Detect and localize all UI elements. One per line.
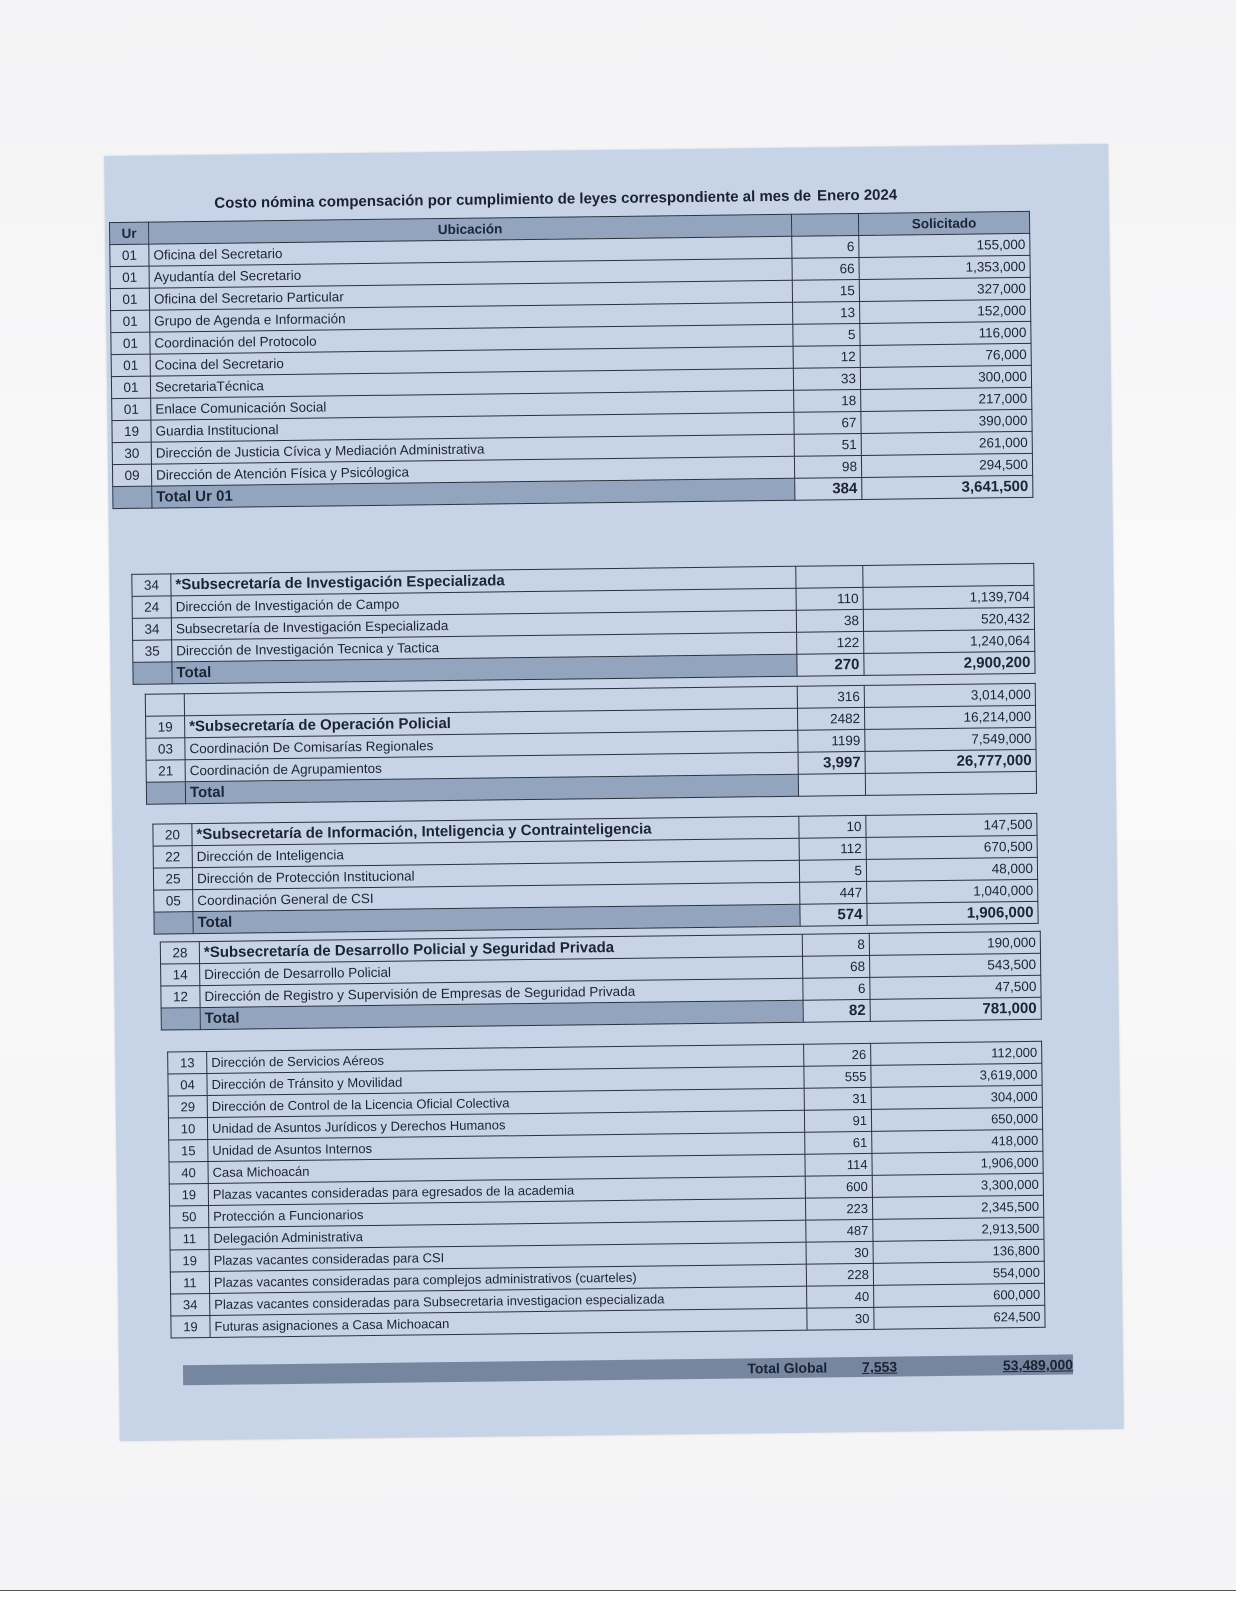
row-name: Casa Michoacán	[208, 1154, 805, 1183]
row-ur: 01	[110, 244, 149, 266]
row-qty: 67	[794, 411, 861, 434]
row-name: Coordinación del Protocolo	[150, 324, 793, 354]
row-amt: 554,000	[873, 1261, 1044, 1285]
row-ur: 01	[110, 288, 149, 310]
header-solicitado: Solicitado	[858, 211, 1029, 235]
section-ur: 28	[160, 942, 199, 964]
row-amt: 1,353,000	[859, 255, 1030, 279]
scan-edge-line	[0, 1590, 1236, 1591]
row-name: Dirección de Inteligencia	[192, 838, 799, 867]
row-amt: 152,000	[860, 299, 1031, 323]
header-ubicacion: Ubicación	[148, 214, 791, 244]
row-amt: 418,000	[872, 1129, 1043, 1153]
row-ur: 12	[161, 986, 200, 1008]
row-amt: 112,000	[871, 1041, 1042, 1065]
row-qty: 61	[805, 1131, 872, 1154]
row-qty: 6	[803, 977, 870, 1000]
total-label: Total	[185, 774, 798, 803]
section-qty: 2482	[797, 707, 864, 730]
table-section-4	[152, 813, 1038, 935]
row-amt: 624,500	[874, 1305, 1045, 1329]
table-row: 03 Coordinación De Comisarías Regionales 1199 7,549,000	[146, 727, 1036, 760]
row-name: Grupo de Agenda e Información	[150, 302, 793, 332]
row-ur: 19	[169, 1183, 208, 1205]
section-title: *Subsecretaría de Investigación Especializada	[171, 566, 796, 596]
section-4-rows	[153, 835, 1038, 912]
row-name: Plazas vacantes consideradas para CSI	[209, 1242, 806, 1271]
section-ur: 20	[153, 824, 192, 846]
row-amt: 1,139,704	[863, 585, 1034, 609]
row-ur: 01	[111, 310, 150, 332]
row-amt: 3,619,000	[871, 1063, 1042, 1087]
row-ur: 01	[110, 266, 149, 288]
row-qty: 31	[804, 1087, 871, 1110]
row-name: Dirección de Protección Institucional	[192, 860, 799, 889]
row-name: Guardia Institucional	[151, 412, 794, 442]
table-section-5	[160, 931, 1042, 1031]
row-ur: 01	[112, 398, 151, 420]
row-ur: 50	[170, 1205, 209, 1227]
row-amt: 136,800	[873, 1239, 1044, 1263]
total-amt: 781,000	[870, 997, 1041, 1021]
row-amt: 2,913,500	[873, 1217, 1044, 1241]
row-qty: 555	[804, 1065, 871, 1088]
row-amt: 3,300,000	[872, 1173, 1043, 1197]
row-qty: 122	[797, 631, 864, 654]
row-qty: 5	[793, 323, 860, 346]
total-qty: 82	[803, 999, 870, 1022]
row-qty: 18	[794, 389, 861, 412]
table-section-1	[109, 211, 1033, 509]
row-amt: 1,040,000	[867, 879, 1038, 903]
row-amt: 670,500	[866, 835, 1037, 859]
document-title	[173, 186, 933, 212]
row-name: Unidad de Asuntos Internos	[208, 1132, 805, 1161]
section-ur: 19	[146, 716, 185, 738]
row-amt: 304,000	[871, 1085, 1042, 1109]
row-amt: 520,432	[863, 607, 1034, 631]
row-name: Dirección de Investigación Tecnica y Tactica	[172, 632, 797, 662]
row-name: Dirección de Investigación de Campo	[171, 588, 796, 618]
row-ur: 40	[169, 1161, 208, 1183]
row-name: Plazas vacantes consideradas para Subsecretaria investigacion especializada	[210, 1286, 807, 1315]
row-ur: 09	[112, 464, 151, 486]
row-amt: 217,000	[861, 387, 1032, 411]
row-qty: 447	[800, 881, 867, 904]
row-ur	[145, 694, 184, 716]
row-name: Dirección de Control de la Licencia Oficial Colectiva	[207, 1088, 804, 1117]
row-ur: 15	[169, 1139, 208, 1161]
row-ur: 19	[171, 1315, 210, 1337]
row-name: Coordinación General de CSI	[193, 882, 800, 911]
total-amt: 2,900,200	[864, 651, 1035, 675]
row-ur: 34	[132, 618, 171, 640]
row-amt: 600,000	[874, 1283, 1045, 1307]
table-row: 21 Coordinación de Agrupamientos 3,997 26,777,000	[146, 749, 1036, 782]
global-total-amt: 53,489,000	[1002, 1356, 1074, 1374]
total-qty: 384	[795, 477, 862, 500]
row-name: Protección a Funcionarios	[209, 1198, 806, 1227]
row-qty: 40	[807, 1285, 874, 1308]
row-amt: 2,345,500	[872, 1195, 1043, 1219]
table-section-6	[167, 1041, 1045, 1339]
row-ur: 24	[132, 596, 171, 618]
row-qty: 228	[806, 1263, 873, 1286]
row-qty: 112	[799, 837, 866, 860]
row-qty: 33	[793, 367, 860, 390]
row-ur: 01	[111, 332, 150, 354]
row-ur: 30	[112, 442, 151, 464]
total-amt: 3,641,500	[862, 475, 1033, 499]
row-qty: 26	[804, 1043, 871, 1066]
row-qty: 51	[794, 433, 861, 456]
row-qty: 600	[805, 1175, 872, 1198]
section-2-rows	[132, 585, 1035, 662]
section-6-rows	[168, 1041, 1045, 1338]
row-qty: 12	[793, 345, 860, 368]
global-total	[717, 1354, 1073, 1378]
row-ur: 35	[133, 640, 172, 662]
row-qty: 98	[794, 455, 861, 478]
row-qty: 487	[806, 1219, 873, 1242]
row-qty: 30	[807, 1307, 874, 1330]
global-total-bar	[183, 1354, 1073, 1385]
row-ur: 29	[168, 1095, 207, 1117]
row-name: Futuras asignaciones a Casa Michoacan	[210, 1308, 807, 1337]
row-ur: 13	[168, 1051, 207, 1073]
row-ur: 04	[168, 1073, 207, 1095]
section-title: *Subsecretaría de Información, Inteligencia y Contrainteligencia	[192, 816, 799, 845]
row-name: Plazas vacantes consideradas para egresados de la academia	[208, 1176, 805, 1205]
row-qty: 38	[796, 609, 863, 632]
title-period: Enero 2024	[816, 186, 898, 205]
row-name: SecretariaTécnica	[150, 368, 793, 398]
row-amt: 116,000	[860, 321, 1031, 345]
row-qty: 66	[792, 257, 859, 280]
row-name: Dirección de Justicia Cívica y Mediación Administrativa	[151, 434, 794, 464]
total-label: Total Ur 01	[152, 478, 795, 508]
section-amt: 16,214,000	[864, 705, 1035, 729]
row-amt: 48,000	[866, 857, 1037, 881]
row-ur: 11	[170, 1271, 209, 1293]
global-total-qty: 7,553	[862, 1358, 898, 1376]
row-amt: 1,906,000	[872, 1151, 1043, 1175]
row-name: Dirección de Atención Física y Psicólogica	[151, 456, 794, 486]
section-amt: 147,500	[866, 813, 1037, 837]
row-ur: 19	[170, 1249, 209, 1271]
section-qty: 8	[802, 933, 869, 956]
row-amt: 47,500	[870, 975, 1041, 999]
row-amt: 327,000	[859, 277, 1030, 301]
row-qty: 5	[799, 859, 866, 882]
row-qty: 30	[806, 1241, 873, 1264]
row-ur: 11	[170, 1227, 209, 1249]
row-qty: 316	[797, 685, 864, 708]
row-name: Enlace Comunicación Social	[151, 390, 794, 420]
row-amt: 76,000	[860, 343, 1031, 367]
row-qty: 13	[793, 301, 860, 324]
row-name: Oficina del Secretario	[149, 236, 792, 266]
row-name: Plazas vacantes consideradas para complejos administrativos (cuarteles)	[209, 1264, 806, 1293]
document-sheet	[104, 144, 1124, 1441]
row-name: Dirección de Registro y Supervisión de Empresas de Seguridad Privada	[200, 978, 803, 1007]
row-ur: 22	[153, 846, 192, 868]
row-qty: 223	[805, 1197, 872, 1220]
section-amt: 190,000	[869, 931, 1040, 955]
row-qty: 114	[805, 1153, 872, 1176]
row-name: Subsecretaría de Investigación Especializada	[171, 610, 796, 640]
section-title: *Subsecretaría de Desarrollo Policial y Seguridad Privada	[199, 934, 802, 963]
row-ur: 01	[111, 376, 150, 398]
section-ur: 34	[132, 574, 171, 596]
row-qty: 6	[792, 235, 859, 258]
total-label: Total	[172, 654, 797, 684]
global-total-label: Total Global	[747, 1359, 828, 1377]
row-ur: 05	[154, 890, 193, 912]
row-amt: 294,500	[861, 453, 1032, 477]
table-section-2	[131, 563, 1035, 685]
section-qty: 10	[799, 815, 866, 838]
row-amt: 300,000	[860, 365, 1031, 389]
row-name: Oficina del Secretario Particular	[149, 280, 792, 310]
row-qty: 91	[804, 1109, 871, 1132]
row-qty: 68	[803, 955, 870, 978]
header-ur: Ur	[110, 222, 149, 244]
section-1-rows	[110, 233, 1033, 486]
row-ur: 14	[161, 964, 200, 986]
row-name: Ayudantía del Secretario	[149, 258, 792, 288]
row-name: Cocina del Secretario	[150, 346, 793, 376]
total-label: Total	[193, 904, 800, 933]
row-ur: 19	[112, 420, 151, 442]
header-qty-blank	[791, 213, 858, 236]
total-label: Total	[200, 1000, 803, 1029]
table-section-3	[145, 683, 1037, 805]
total-amt: 1,906,000	[867, 901, 1038, 925]
row-amt: 261,000	[861, 431, 1032, 455]
row-amt: 3,014,000	[864, 683, 1035, 707]
row-name: Delegación Administrativa	[209, 1220, 806, 1249]
row-name: Unidad de Asuntos Jurídicos y Derechos Humanos	[207, 1110, 804, 1139]
row-ur: 34	[171, 1293, 210, 1315]
section-title: *Subsecretaría de Operación Policial	[185, 708, 798, 737]
row-amt: 650,000	[871, 1107, 1042, 1131]
row-name: Dirección de Servicios Aéreos	[207, 1044, 804, 1073]
row-name: Dirección de Tránsito y Movilidad	[207, 1066, 804, 1095]
row-amt: 155,000	[859, 233, 1030, 257]
row-ur: 10	[168, 1117, 207, 1139]
row-name: Dirección de Desarrollo Policial	[200, 956, 803, 985]
total-qty: 574	[800, 903, 867, 926]
row-amt: 543,500	[870, 953, 1041, 977]
row-qty: 15	[792, 279, 859, 302]
row-ur: 25	[153, 868, 192, 890]
title-text: Costo nómina compensación por cumplimiento de leyes correspondiente al mes de	[214, 187, 812, 212]
row-amt: 390,000	[861, 409, 1032, 433]
total-qty: 270	[797, 653, 864, 676]
row-ur: 01	[111, 354, 150, 376]
row-amt: 1,240,064	[864, 629, 1035, 653]
row-qty: 110	[796, 587, 863, 610]
